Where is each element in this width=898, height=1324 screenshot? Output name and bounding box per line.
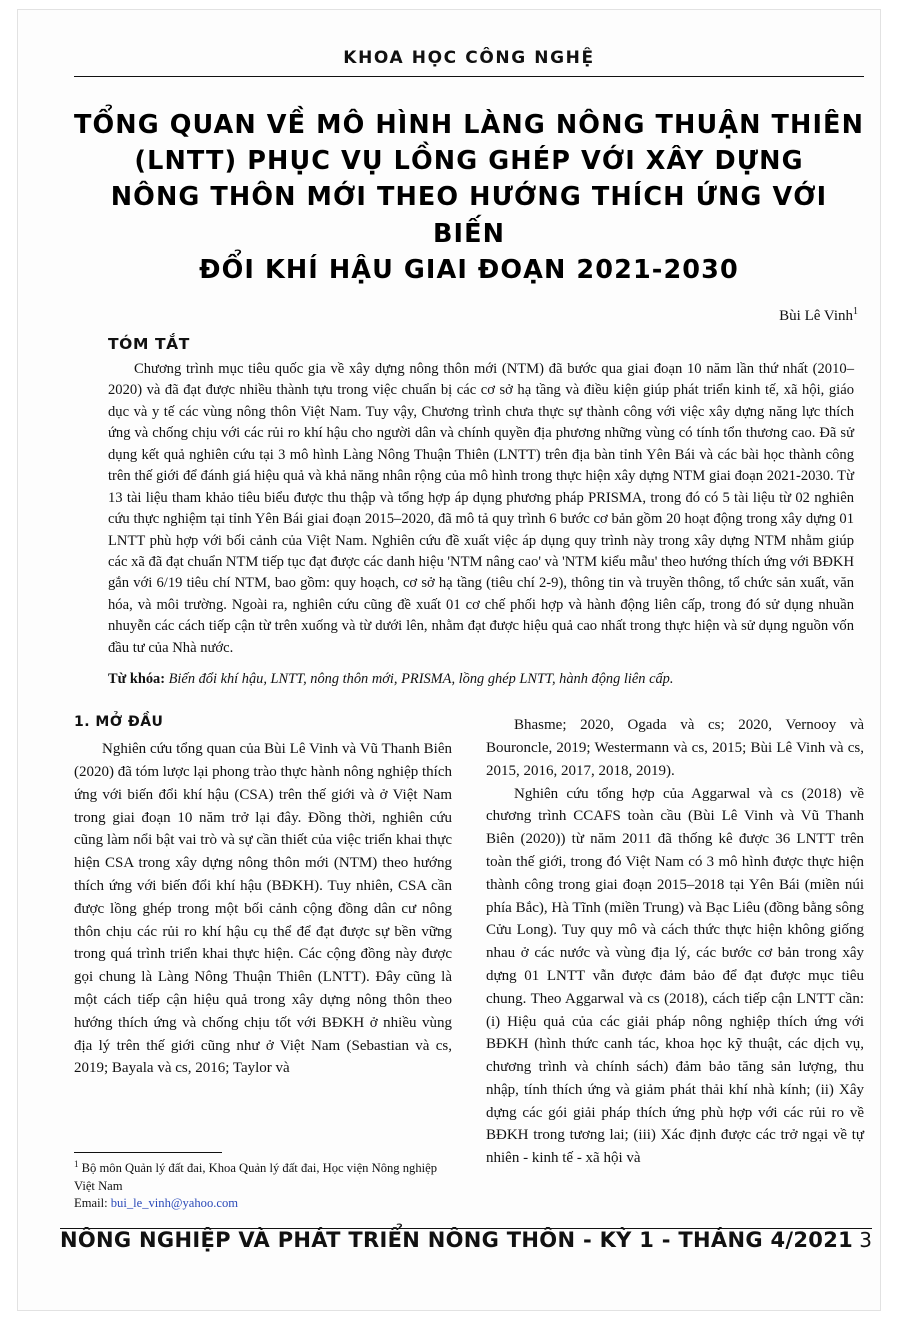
author-affiliation-marker: 1	[853, 306, 858, 318]
footnote-email-label: Email:	[74, 1196, 111, 1211]
section-heading-intro: 1. MỞ ĐẦU	[74, 714, 164, 731]
column-right	[486, 714, 864, 1170]
keywords-line	[108, 671, 854, 688]
title-line-1: TỔNG QUAN VỀ MÔ HÌNH LÀNG NÔNG THUẬN THIÊN	[74, 110, 865, 140]
page-footer	[60, 1228, 872, 1252]
abstract-section	[74, 335, 864, 688]
page-number: 3	[859, 1228, 872, 1252]
page-content	[74, 48, 864, 1170]
footnote-email-link[interactable]: bui_le_vinh@yahoo.com	[110, 1196, 239, 1211]
article-title	[74, 107, 864, 288]
abstract-heading: TÓM TẮT	[108, 335, 190, 354]
abstract-body: Chương trình mục tiêu quốc gia về xây dựng nông thôn mới (NTM) đã bước qua giai đoạn 10 năm lần thứ nhất (2010–2020) và đã đạt được nhiều thành tựu trong việc chuẩn bị các cơ sở hạ tầng và điều kiện giúp phát triển kinh tế, xã hội, giáo dục và y tế các vùng nông thôn Việt Nam. Tuy vậy, Chương trình chưa thực sự thành công với việc xây dựng năng lực thích ứng và chống chịu với các rủi ro khí hậu cho người dân và chính quyền địa phương những vùng có tính tổn thương cao. Đã sử dụng kết quả nghiên cứu tại 3 mô hình Làng Nông Thuận Thiên (LNTT) trên địa bàn tỉnh Yên Bái và các bài học thành công trên thế giới để đánh giá hiệu quả và khả năng nhân rộng của mô hình trong thực hiện xây dựng NTM giai đoạn 2021-2030. Từ 13 tài liệu tham khảo tiêu biểu được thu thập và tổng hợp áp dụng phương pháp PRISMA, trong đó có 5 tài liệu từ 02 nghiên cứu thực nghiệm tại tỉnh Yên Bái giai đoạn 2015–2020, đã mô tả quy trình 6 bước cơ bản gồm 20 hoạt động trong xây dựng 01 LNTT phù hợp với bối cảnh của Việt Nam. Nghiên cứu đề xuất việc áp dụng quy trình này trong xây dựng NTM nhằm giúp các xã đã đạt chuẩn NTM tiếp tục đạt được các danh hiệu 'NTM nâng cao' và 'NTM kiểu mẫu' theo hướng thích ứng với BĐKH gắn với 6/19 tiêu chí NTM, bao gồm: quy hoạch, cơ sở hạ tầng (tiêu chí 2-9), thông tin và truyền thông, tổ chức sản xuất, văn hóa, và môi trường. Ngoài ra, nghiên cứu cũng đề xuất 01 cơ chế phối hợp và hành động liên cấp, trong đó sử dụng nhuần nhuyễn các cách tiếp cận từ trên xuống và từ dưới lên, nhằm đạt được hiệu quả cao nhất trong thực hiện và sử dụng nguồn vốn đầu tư của Nhà nước.	[108, 361, 854, 656]
title-line-4: ĐỔI KHÍ HẬU GIAI ĐOẠN 2021-2030	[199, 254, 739, 285]
author-name: Bùi Lê Vinh	[779, 308, 853, 325]
paper-sheet	[18, 10, 880, 1310]
footnote-email	[74, 1195, 452, 1213]
body-columns	[74, 714, 864, 1170]
title-line-2: (LNTT) PHỤC VỤ LỒNG GHÉP VỚI XÂY DỰNG	[134, 146, 804, 177]
column-left	[74, 714, 452, 1170]
paragraph: Bhasme; 2020, Ogada và cs; 2020, Vernooy và Bouroncle, 2019; Westermann và cs, 2015; Bùi Lê Vinh và cs, 2015, 2016, 2017, 2018, 2019).	[486, 717, 864, 779]
header-divider	[74, 76, 864, 77]
keywords-label: Từ khóa:	[108, 671, 166, 688]
footnote	[74, 1152, 452, 1213]
author-byline	[74, 306, 864, 325]
paragraph: Nghiên cứu tổng quan của Bùi Lê Vinh và Vũ Thanh Biên (2020) đã tóm lược lại phong trào thực hành nông nghiệp thích ứng với biến đổi khí hậu (CSA) trên thế giới và ở Việt Nam trong giai đoạn 10 năm trở lại đây. Đồng thời, nghiên cứu cũng làm nổi bật vai trò và sự cần thiết của việc triển khai thực hiện CSA trong xây dựng nông thôn mới (NTM) theo hướng thích ứng với biến đổi khí hậu (BĐKH). Tuy nhiên, CSA cần được lồng ghép trong một bối cảnh cộng đồng dân cư nông thôn chịu các rủi ro khí hậu cụ thể để đạt được sự bền vững trong quá trình triển khai thực hiện. Các cộng đồng này được gọi chung là Làng Nông Thuận Thiên (LNTT). Đây cũng là một cách tiếp cận hiệu quả trong xây dựng nông thôn theo hướng thích ứng và chống chịu tốt với BĐKH ở nhiều vùng địa lý trên thế giới cũng như ở Việt Nam (Sebastian và cs, 2019; Bayala và cs, 2016; Taylor và	[74, 741, 452, 1077]
footer-journal-title: NÔNG NGHIỆP VÀ PHÁT TRIỂN NÔNG THÔN - KỲ 1 - THÁNG 4/2021	[60, 1228, 854, 1252]
paragraph: Nghiên cứu tổng hợp của Aggarwal và cs (2018) về chương trình CCAFS toàn cầu (Bùi Lê Vinh và Vũ Thanh Biên (2020)) từ năm 2011 đã thống kê được 36 LNTT trên toàn thế giới, trong đó Việt Nam có 3 mô hình được thực hiện thành công trong giai đoạn 2015–2018 tại Yên Bái (miền núi phía Bắc), Hà Tĩnh (miền Trung) và Bạc Liêu (đồng bằng sông Cửu Long). Tuy quy mô và cách thức thực hiện không giống nhau ở các nước và vùng địa lý, các bước cơ bản trong xây dựng 01 LNTT vẫn được đảm bảo để đạt được mục tiêu chung. Theo Aggarwal và cs (2018), cách tiếp cận LNTT cần: (i) Hiệu quả của các giải pháp nông nghiệp thích ứng với BĐKH (hình thức canh tác, khoa học kỹ thuật, các dịch vụ, chương trình và chính sách) đảm bảo tăng sản lượng, thu nhập, tính thích ứng và giảm phát thải khí nhà kính; (ii) Xây dựng các gói giải pháp thích ứng phù hợp với các rủi ro về BĐKH trong tương lai; (iii) Xác định được các trở ngại về tự nhiên - kinh tế - xã hội và	[486, 785, 864, 1167]
footnote-affiliation	[74, 1158, 452, 1195]
journal-banner: KHOA HỌC CÔNG NGHỆ	[343, 48, 595, 68]
title-line-3: NÔNG THÔN MỚI THEO HƯỚNG THÍCH ỨNG VỚI BIẾN	[110, 182, 828, 249]
footnote-divider	[74, 1152, 222, 1153]
footnote-marker: 1	[74, 1159, 79, 1169]
keywords-value: Biến đổi khí hậu, LNTT, nông thôn mới, PRISMA, lồng ghép LNTT, hành động liên cấp.	[168, 671, 674, 688]
footnote-affiliation-text: Bộ môn Quản lý đất đai, Khoa Quản lý đất đai, Học viện Nông nghiệp Việt Nam	[74, 1161, 438, 1193]
